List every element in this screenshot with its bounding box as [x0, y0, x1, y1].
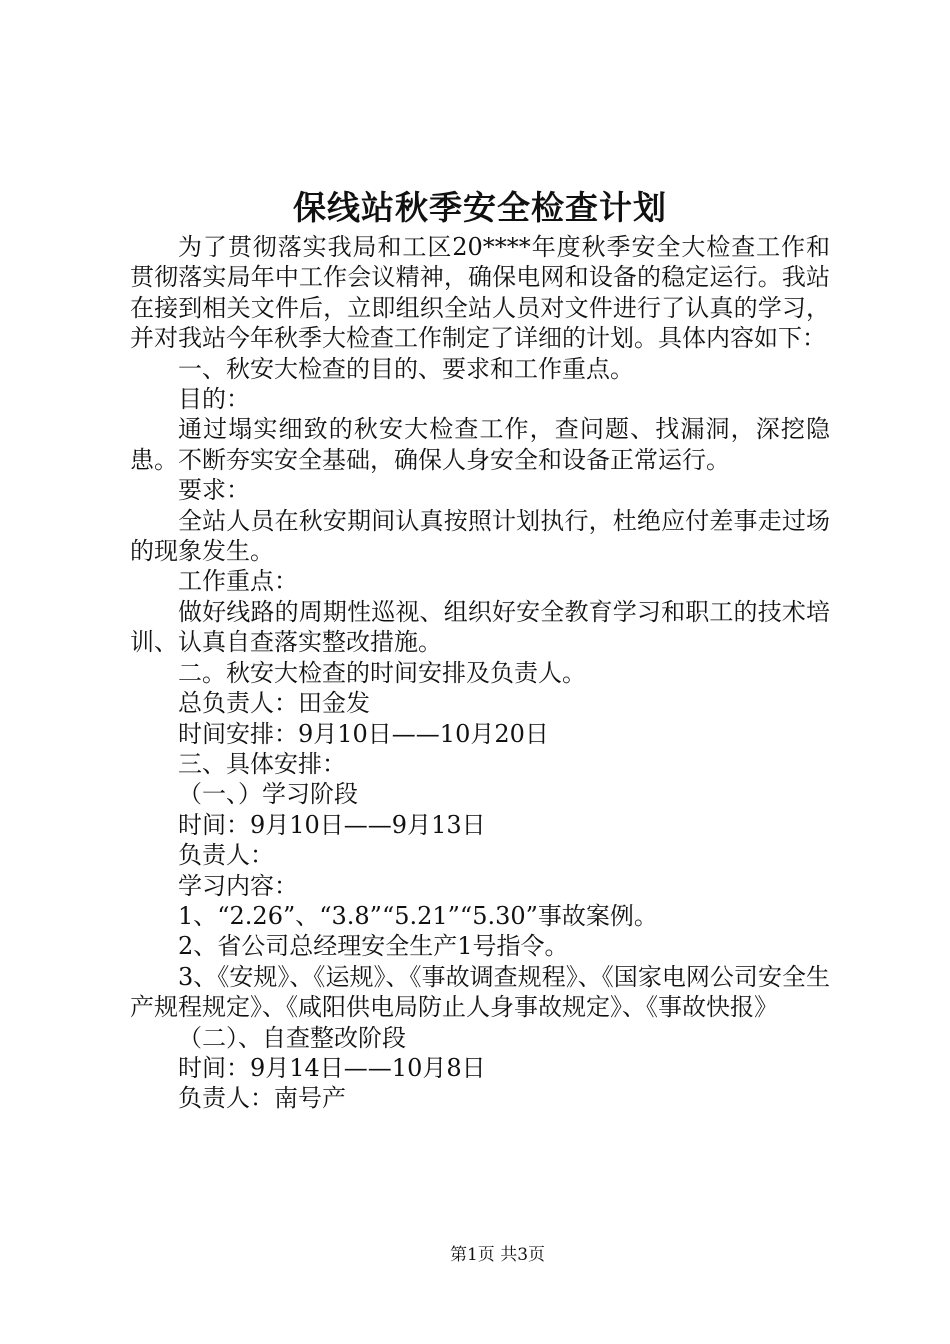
intro-paragraph: 为了贯彻落实我局和工区20****年度秋季安全大检查工作和贯彻落实局年中工作会议精神，确保电网和设备的稳定运行。我站在接到相关文件后，立即组织全站人员对文件进行了认真的学习，并对我站今年秋季大检查工作制定了详细的计划。具体内容如下：	[130, 233, 830, 353]
paragraph: 时间：9月14日——10月8日	[178, 1053, 486, 1082]
list-item: 2、省公司总经理安全生产1号指令。	[178, 932, 569, 961]
subheading-key-points: 工作重点：	[178, 567, 298, 596]
paragraph: 通过塌实细致的秋安大检查工作，查问题、找漏洞，深挖隐患。不断夯实安全基础，确保人身安全和设备正常运行。	[130, 415, 830, 474]
document-title: 保线站秋季安全检查计划	[293, 188, 667, 227]
section-heading: 三、具体安排：	[178, 749, 346, 778]
subheading-requirements: 要求：	[178, 476, 250, 505]
list-item: 3、《安规》、《运规》、《事故调查规程》、《国家电网公司安全生产规程规定》、《咸阳供电局防止人身事故规定》、《事故快报》	[130, 962, 830, 1022]
paragraph: 全站人员在秋安期间认真按照计划执行，杜绝应付差事走过场的现象发生。	[130, 506, 830, 566]
section-heading: 二。秋安大检查的时间安排及负责人。	[178, 658, 586, 687]
subsection-heading: （一、）学习阶段	[178, 780, 358, 809]
section-heading: 一、秋安大检查的目的、要求和工作重点。	[178, 354, 634, 383]
paragraph: 学习内容：	[178, 871, 298, 900]
paragraph: 负责人：南号产	[178, 1084, 346, 1113]
document-body	[130, 232, 830, 1114]
paragraph: 总负责人：田金发	[178, 689, 370, 718]
paragraph: 负责人：	[178, 841, 274, 870]
list-item: 1、“2.26”、“3.8”“5.21”“5.30”事故案例。	[178, 901, 658, 930]
paragraph: 时间：9月10日——9月13日	[178, 810, 486, 839]
subheading-purpose: 目的：	[178, 385, 250, 414]
paragraph: 时间安排：9月10日——10月20日	[178, 719, 549, 748]
paragraph: 做好线路的周期性巡视、组织好安全教育学习和职工的技术培训、认真自查落实整改措施。	[130, 597, 830, 657]
page-footer: 第1页 共3页	[449, 1245, 546, 1265]
subsection-heading: （二）、自查整改阶段	[178, 1023, 406, 1052]
